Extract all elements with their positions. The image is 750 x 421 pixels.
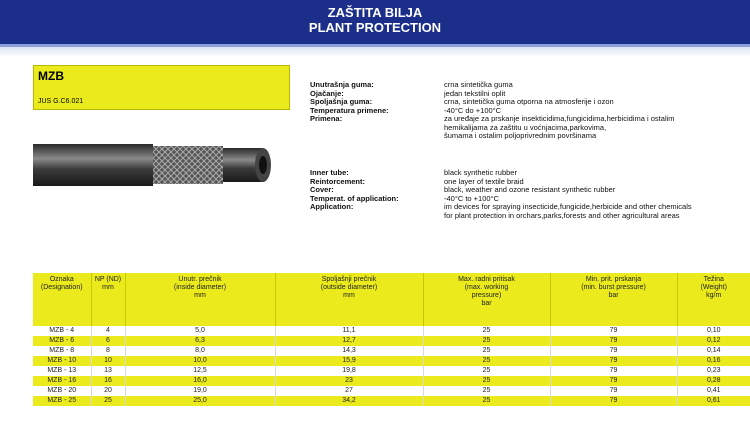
- spec-label: Ojačanje:: [310, 88, 344, 98]
- cell-np: 8: [91, 346, 125, 356]
- spec-label: Application:: [310, 202, 354, 211]
- cell-burst-pressure: 79: [550, 396, 677, 406]
- cell-burst-pressure: 79: [550, 356, 677, 366]
- spec-value: black, weather and ozone resistant synthetic rubber: [444, 185, 616, 194]
- cell-weight: 0,28: [677, 376, 750, 386]
- cell-burst-pressure: 79: [550, 326, 677, 336]
- cell-np: 20: [91, 386, 125, 396]
- cell-outside-diameter: 11,1: [275, 326, 423, 336]
- cell-inside-diameter: 25,0: [125, 396, 275, 406]
- title-english: PLANT PROTECTION: [308, 20, 442, 35]
- cell-outside-diameter: 12,7: [275, 336, 423, 346]
- col-header-working-pressure: Max. radni pritisak (max. working pressure) bar: [423, 273, 550, 326]
- spec-row: [310, 212, 692, 221]
- spec-value: za uređaje za prskanje insekticidima,fungicidima,herbicidima i ostalim: [444, 114, 675, 123]
- cell-working-pressure: 25: [423, 326, 550, 336]
- spec-label: Spoljašnja guma:: [310, 97, 373, 106]
- col-header-weight: Težina (Weight) kg/m: [677, 273, 750, 326]
- table-row: [33, 356, 750, 366]
- cell-outside-diameter: 15,9: [275, 356, 423, 366]
- spec-value: crna, sintetička guma otporna na atmosferije i ozon: [444, 97, 614, 106]
- spec-value: -40°C to +100°C: [444, 193, 499, 203]
- col-header-outside-diameter: Spoljašnji prečnik (outside diameter) mm: [275, 273, 423, 326]
- table-header-row: [33, 273, 750, 326]
- cell-inside-diameter: 16,0: [125, 376, 275, 386]
- spec-label: Primena:: [310, 114, 343, 123]
- spec-value: hemikalijama za zaštitu u voćnjacima,parkovima,: [444, 122, 607, 132]
- cell-inside-diameter: 6,3: [125, 336, 275, 346]
- cell-working-pressure: 25: [423, 376, 550, 386]
- table-row: [33, 386, 750, 396]
- page-header: [0, 0, 750, 47]
- cell-weight: 0,16: [677, 356, 750, 366]
- spec-value: -40°C do +100°C: [444, 105, 502, 115]
- cell-designation: MZB - 6: [33, 336, 91, 346]
- cell-working-pressure: 25: [423, 336, 550, 346]
- col-header-np: NP (ND) mm: [91, 273, 125, 326]
- spec-english: [310, 169, 692, 220]
- cell-working-pressure: 25: [423, 396, 550, 406]
- cell-designation: MZB - 16: [33, 376, 91, 386]
- product-standard: JUS G.C6.021: [38, 98, 84, 105]
- cell-np: 13: [91, 366, 125, 376]
- cell-burst-pressure: 79: [550, 376, 677, 386]
- spec-value: black synthetic rubber: [444, 168, 517, 177]
- cell-outside-diameter: 34,2: [275, 396, 423, 406]
- col-header-designation: Oznaka (Designation): [33, 273, 91, 326]
- spec-value: im devices for spraying insecticide,fungicide,herbicide and other chemicals: [444, 202, 692, 211]
- cell-designation: MZB - 8: [49, 347, 75, 354]
- spec-label: Temperat. of application:: [310, 193, 399, 203]
- cell-designation: MZB - 25: [33, 396, 91, 406]
- spec-row: [310, 132, 675, 141]
- table-row: [33, 326, 750, 336]
- cell-weight: 0,23: [677, 366, 750, 376]
- cell-burst-pressure: 79: [550, 346, 677, 356]
- spec-value: šumama i ostalim poljoprivrednim površinama: [444, 131, 597, 140]
- specs-table: [33, 273, 750, 406]
- cell-weight: 0,41: [677, 386, 750, 396]
- hose-cover: [33, 144, 153, 186]
- cell-working-pressure: 25: [423, 386, 550, 396]
- hose-bore: [259, 156, 267, 174]
- cell-working-pressure: 25: [423, 356, 550, 366]
- hose-braid: [153, 146, 223, 184]
- cell-designation: MZB - 10: [33, 356, 91, 366]
- cell-np: 10: [91, 356, 125, 366]
- spec-serbian: [310, 81, 675, 141]
- cell-inside-diameter: 5,0: [125, 326, 275, 336]
- spec-value: jedan tekstilni oplit: [444, 88, 506, 98]
- table-row: [33, 336, 750, 346]
- cell-np: 4: [91, 326, 125, 336]
- spec-value: crna sintetička guma: [444, 80, 513, 89]
- cell-inside-diameter: 8,0: [125, 346, 275, 356]
- cell-weight: 0,14: [677, 346, 750, 356]
- spec-label: Inner tube:: [310, 168, 349, 177]
- cell-weight: 0,10: [677, 326, 750, 336]
- col-header-burst-pressure: Min. prit. prskanja (min. burst pressure) bar: [550, 273, 677, 326]
- product-box: [33, 65, 290, 110]
- cell-inside-diameter: 12,5: [125, 366, 275, 376]
- cell-np: 16: [91, 376, 125, 386]
- spec-value: for plant protection in orchars,parks,forests and other agricultural areas: [444, 210, 680, 220]
- cell-outside-diameter: 14,3: [275, 346, 423, 356]
- cell-burst-pressure: 79: [550, 336, 677, 346]
- cell-designation: MZB - 20: [47, 387, 77, 394]
- hose-image: [33, 140, 273, 190]
- product-name: MZB: [38, 69, 64, 83]
- cell-working-pressure: 25: [423, 346, 550, 356]
- cell-designation: MZB - 13: [47, 367, 77, 374]
- spec-label: Unutrašnja guma:: [310, 80, 374, 89]
- spec-label: Cover:: [310, 185, 334, 194]
- cell-inside-diameter: 19,0: [125, 386, 275, 396]
- cell-weight: 0,12: [677, 336, 750, 346]
- spec-value: one layer of textile braid: [444, 176, 524, 186]
- cell-designation: MZB - 4: [49, 327, 75, 334]
- cell-outside-diameter: 19,8: [275, 366, 423, 376]
- cell-inside-diameter: 10,0: [125, 356, 275, 366]
- header-shadow-band: [0, 47, 750, 57]
- cell-burst-pressure: 79: [550, 366, 677, 376]
- cell-outside-diameter: 27: [275, 386, 423, 396]
- table-row: [33, 396, 750, 406]
- table-row: [33, 346, 750, 356]
- title-serbian: ZAŠTITA BILJA: [327, 5, 423, 20]
- cell-outside-diameter: 23: [275, 376, 423, 386]
- col-header-inside-diameter: Unutr. prečnik (inside diameter) mm: [125, 273, 275, 326]
- table-row: [33, 376, 750, 386]
- spec-label: Temperatura primene:: [310, 105, 389, 115]
- cell-np: 25: [91, 396, 125, 406]
- cell-burst-pressure: 79: [550, 386, 677, 396]
- table-row: [33, 366, 750, 376]
- cell-np: 6: [91, 336, 125, 346]
- spec-label: Reintorcement:: [310, 176, 366, 186]
- cell-weight: 0,61: [677, 396, 750, 406]
- cell-working-pressure: 25: [423, 366, 550, 376]
